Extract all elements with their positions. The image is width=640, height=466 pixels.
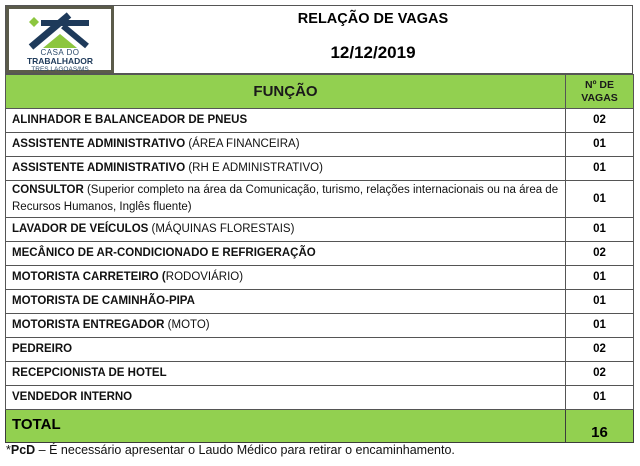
table-row <box>6 157 634 181</box>
job-title: MECÂNICO DE AR-CONDICIONADO E REFRIGERAÇÃO <box>12 247 316 259</box>
total-label: TOTAL <box>6 410 566 443</box>
footnote-prefix: * <box>6 443 11 457</box>
footnote-pcd: PcD <box>10 443 36 457</box>
logo-text-casa-do: CASA DO <box>40 48 80 57</box>
table-header-row <box>6 75 634 109</box>
job-title-cell <box>6 338 566 362</box>
job-detail: (MÁQUINAS FLORESTAIS) <box>148 223 295 235</box>
table-row <box>6 181 634 218</box>
footnote <box>6 443 455 457</box>
job-detail: RODOVIÁRIO) <box>165 271 244 283</box>
job-title-cell <box>6 314 566 338</box>
job-detail: (ÁREA FINANCEIRA) <box>185 138 300 150</box>
table-row <box>6 218 634 242</box>
table-row <box>6 362 634 386</box>
job-title-cell <box>6 386 566 410</box>
job-title: ALINHADOR E BALANCEADOR DE PNEUS <box>12 114 248 126</box>
job-title: PEDREIRO <box>12 343 73 355</box>
title-block <box>114 6 632 73</box>
column-header-vagas <box>566 75 634 109</box>
total-row <box>6 410 634 443</box>
footnote-text: – É necessário apresentar o Laudo Médico para retirar o encaminhamento. <box>35 443 455 457</box>
job-title: MOTORISTA DE CAMINHÃO-PIPA <box>12 295 195 307</box>
job-detail: (Superior completo na área da Comunicação, turismo, relações internacionais ou na área de Recursos Humanos, Inglês fluente) <box>12 184 559 213</box>
logo-text-city: TRES LAGOAS/MS <box>31 66 89 73</box>
job-title-cell <box>6 266 566 290</box>
job-title: ASSISTENTE ADMINISTRATIVO <box>12 138 186 150</box>
total-value: 16 <box>566 410 634 443</box>
vacancy-count: 01 <box>566 266 634 290</box>
job-title: MOTORISTA CARRETEIRO ( <box>12 271 166 283</box>
job-title: RECEPCIONISTA DE HOTEL <box>12 367 167 379</box>
job-title: VENDEDOR INTERNO <box>12 391 133 403</box>
job-title: ASSISTENTE ADMINISTRATIVO <box>12 162 186 174</box>
job-detail: (RH E ADMINISTRATIVO) <box>185 162 323 174</box>
vacancy-count: 02 <box>566 242 634 266</box>
vacancy-count: 01 <box>566 314 634 338</box>
vacancy-count: 02 <box>566 362 634 386</box>
logo-text-trabalhador: TRABALHADOR <box>26 56 94 66</box>
vacancy-count: 01 <box>566 157 634 181</box>
vacancy-count: 01 <box>566 290 634 314</box>
column-header-vagas-line1: Nº DE <box>585 78 614 91</box>
job-title-cell <box>6 362 566 386</box>
casa-do-trabalhador-logo <box>6 6 114 73</box>
job-title-cell <box>6 290 566 314</box>
table-row <box>6 338 634 362</box>
vacancy-count: 02 <box>566 338 634 362</box>
job-detail: (MOTO) <box>164 319 210 331</box>
vacancy-count: 01 <box>566 218 634 242</box>
job-title: LAVADOR DE VEÍCULOS <box>12 223 149 235</box>
sheet-header <box>5 5 633 74</box>
vacancy-sheet <box>5 5 633 443</box>
vacancy-count: 01 <box>566 133 634 157</box>
job-title: MOTORISTA ENTREGADOR <box>12 319 165 331</box>
table-row <box>6 386 634 410</box>
house-logo-icon <box>23 12 97 50</box>
date-label: 12/12/2019 <box>330 43 416 62</box>
table-row <box>6 266 634 290</box>
job-title: CONSULTOR <box>12 184 84 196</box>
column-header-vagas-line2: VAGAS <box>581 91 618 104</box>
job-title-cell <box>6 242 566 266</box>
job-title-cell <box>6 218 566 242</box>
table-row <box>6 290 634 314</box>
column-header-funcao: FUNÇÃO <box>6 75 566 109</box>
job-title-cell <box>6 157 566 181</box>
job-title-cell <box>6 133 566 157</box>
page-title: RELAÇÃO DE VAGAS <box>297 11 449 27</box>
vacancy-count: 02 <box>566 109 634 133</box>
table-row <box>6 133 634 157</box>
vacancy-count: 01 <box>566 181 634 218</box>
table-row <box>6 242 634 266</box>
table-row <box>6 314 634 338</box>
vacancy-count: 01 <box>566 386 634 410</box>
vacancy-table <box>5 74 634 443</box>
job-title-cell <box>6 181 566 218</box>
table-row <box>6 109 634 133</box>
job-title-cell <box>6 109 566 133</box>
